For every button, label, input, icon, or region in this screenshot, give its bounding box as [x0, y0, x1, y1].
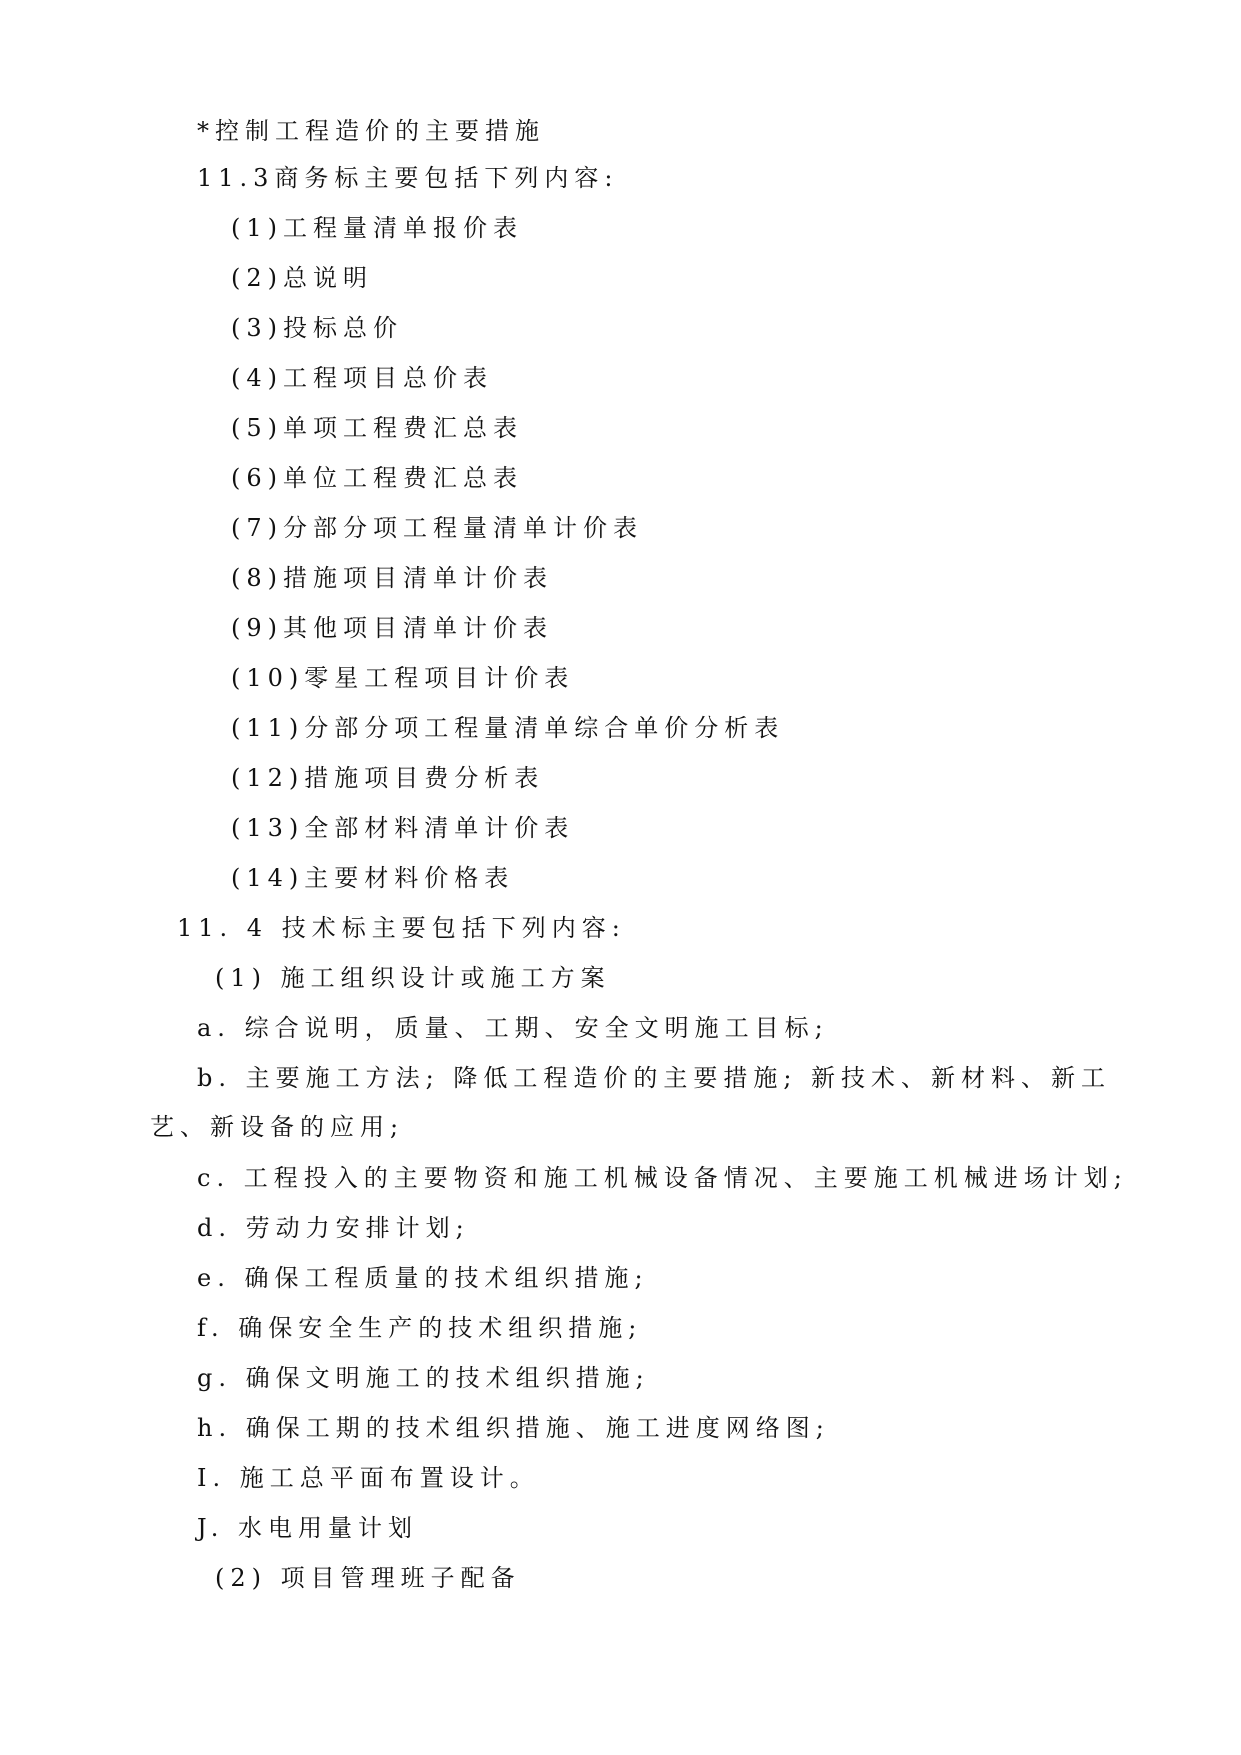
section-heading-11-4: 11. 4 技术标主要包括下列内容:: [177, 914, 626, 942]
list-item: d. 劳动力安排计划;: [197, 1214, 470, 1242]
list-item: g. 确保文明施工的技术组织措施;: [197, 1364, 650, 1392]
list-item: (13)全部材料清单计价表: [231, 814, 575, 842]
list-item: f. 确保安全生产的技术组织措施;: [197, 1314, 643, 1342]
list-item: (14)主要材料价格表: [231, 864, 515, 892]
list-item: (8)措施项目清单计价表: [231, 564, 553, 592]
list-item: a. 综合说明，质量、工期、安全文明施工目标;: [197, 1014, 829, 1042]
list-item: h. 确保工期的技术组织措施、施工进度网络图;: [197, 1414, 830, 1442]
text-line: *控制工程造价的主要措施: [197, 117, 545, 145]
list-item: (7)分部分项工程量清单计价表: [231, 514, 643, 542]
list-item: (2)总说明: [231, 264, 373, 292]
list-item: c. 工程投入的主要物资和施工机械设备情况、主要施工机械进场计划;: [197, 1164, 1128, 1192]
list-item: (11)分部分项工程量清单综合单价分析表: [231, 714, 785, 742]
list-item: (1)工程量清单报价表: [231, 214, 523, 242]
list-item: (5)单项工程费汇总表: [231, 414, 523, 442]
list-item: (9)其他项目清单计价表: [231, 614, 553, 642]
list-item: I. 施工总平面布置设计。: [197, 1464, 540, 1492]
list-item: (6)单位工程费汇总表: [231, 464, 523, 492]
subsection-heading: (1) 施工组织设计或施工方案: [215, 964, 611, 992]
section-heading-11-3: 11.3商务标主要包括下列内容:: [197, 164, 619, 192]
list-item: (3)投标总价: [231, 314, 403, 342]
list-item: b. 主要施工方法; 降低工程造价的主要措施; 新技术、新材料、新工艺、新设备的应用;: [150, 1064, 1112, 1141]
list-item: (12)措施项目费分析表: [231, 764, 545, 792]
list-item: (4)工程项目总价表: [231, 364, 493, 392]
list-item: J. 水电用量计划: [197, 1514, 419, 1542]
list-item: e. 确保工程质量的技术组织措施;: [197, 1264, 649, 1292]
list-item: (10)零星工程项目计价表: [231, 664, 575, 692]
subsection-heading: (2) 项目管理班子配备: [215, 1564, 521, 1592]
